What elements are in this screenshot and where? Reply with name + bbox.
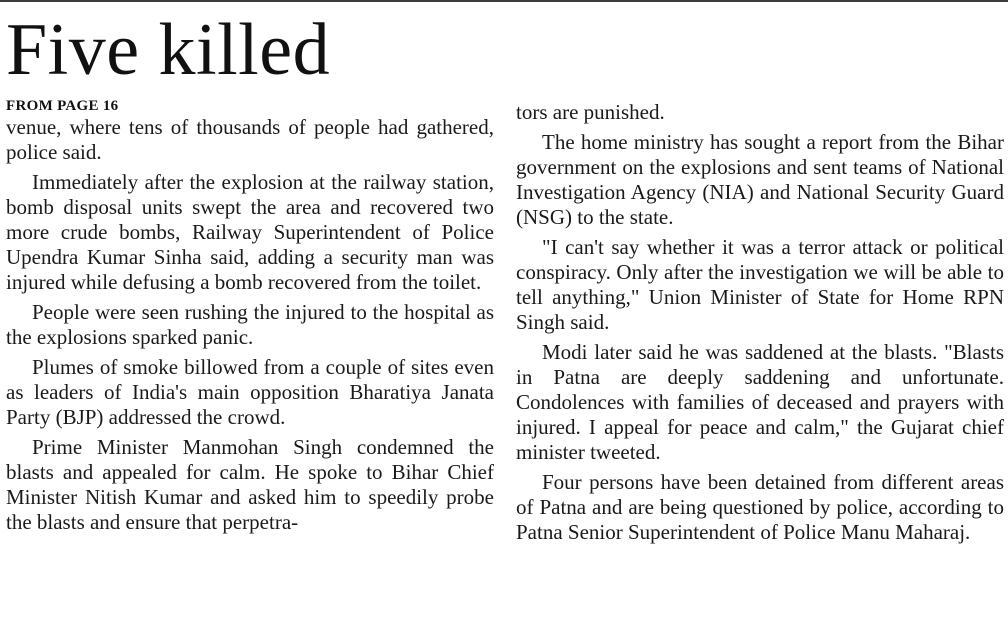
left-column-text <box>6 115 494 535</box>
paragraph: tors are punished. <box>516 100 665 124</box>
headline: Five killed <box>6 9 331 91</box>
paragraph: Four persons have been detained from different areas of Patna and are being questioned by police, according to Patna Senior Superintendent of Police Manu Maharaj. <box>516 470 1004 544</box>
paragraph: People were seen rushing the injured to the hospital as the explosions sparked panic. <box>6 300 494 349</box>
paragraph: "I can't say whether it was a terror attack or political conspiracy. Only after the investigation we will be able to tell anything," Union Minister of State for Home RPN Singh said. <box>516 235 1004 334</box>
paragraph: Prime Minister Manmohan Singh condemned the blasts and appealed for calm. He spoke to Bihar Chief Minister Nitish Kumar and asked him to speedily probe the blasts and ensure that perpetra- <box>6 435 494 534</box>
paragraph: venue, where tens of thousands of people had gathered, police said. <box>6 115 494 164</box>
paragraph: Plumes of smoke billowed from a couple of sites even as leaders of India's main opposition Bharatiya Janata Party (BJP) addressed the crowd. <box>6 355 494 429</box>
paragraph: The home ministry has sought a report from the Bihar government on the explosions and sent teams of National Investigation Agency (NIA) and National Security Guard (NSG) to the state. <box>516 130 1004 229</box>
jump-line: FROM PAGE 16 <box>6 98 119 114</box>
paragraph: Modi later said he was saddened at the blasts. "Blasts in Patna are deeply saddening and unfortunate. Condolences with families of deceased and prayers with injured. I appeal for peace and calm," the Gujarat chief minister tweeted. <box>516 340 1004 464</box>
paragraph: Immediately after the explosion at the railway station, bomb disposal units swept the area and recovered two more crude bombs, Railway Superintendent of Police Upendra Kumar Sinha said, adding a security man was injured while defusing a bomb recovered from the toilet. <box>6 170 494 294</box>
top-rule <box>0 0 1008 2</box>
right-column-text <box>516 100 1004 545</box>
right-column <box>516 100 1004 545</box>
left-column <box>6 97 494 535</box>
